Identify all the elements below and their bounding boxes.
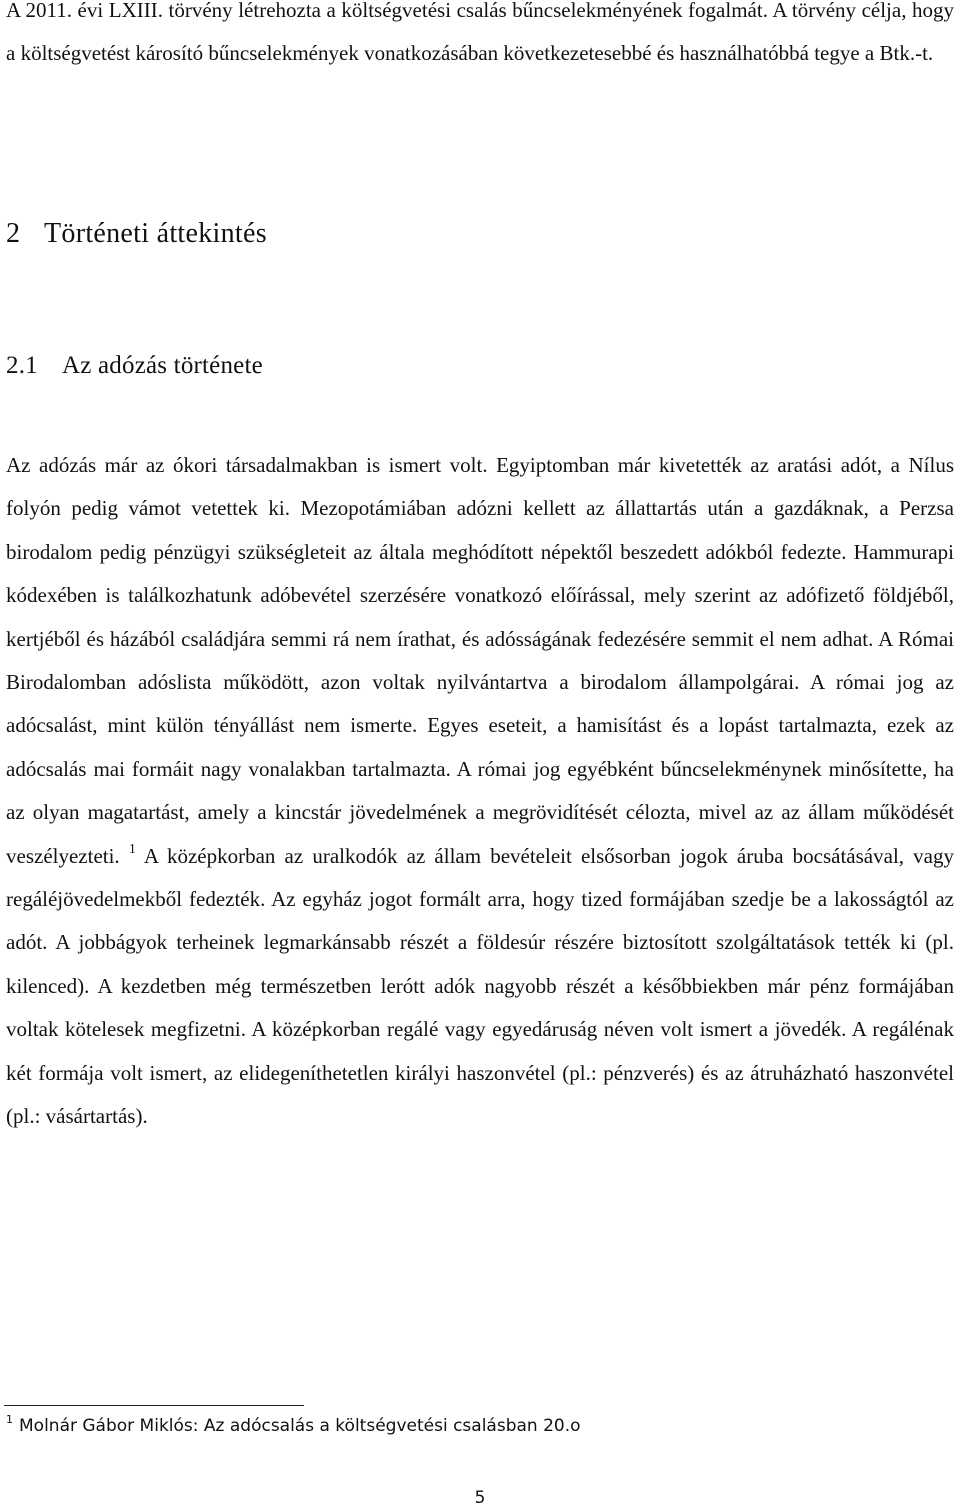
footnote-marker: 1 xyxy=(6,1413,13,1426)
footnote-reference[interactable]: 1 xyxy=(128,841,136,857)
intro-paragraph: A 2011. évi LXIII. törvény létrehozta a költségvetési csalás bűncselekményének fogalmát. A törvény célja, hogy a költségvetést károsító bűncselekmények vonatkozásában következetesebbé és használhatóbbá tegye a Btk.-t. xyxy=(6,0,954,66)
body-paragraph xyxy=(6,444,954,1139)
footnote-divider xyxy=(4,1405,304,1406)
subsection-heading xyxy=(6,352,263,380)
footnote xyxy=(6,1413,581,1436)
footnote-text: Molnár Gábor Miklós: Az adócsalás a költségvetési csalásban 20.o xyxy=(19,1416,581,1436)
section-heading xyxy=(6,218,267,250)
page-number: 5 xyxy=(474,1488,486,1508)
subsection-title: Az adózás története xyxy=(62,352,263,379)
section-title: Történeti áttekintés xyxy=(44,218,267,249)
section-number: 2 xyxy=(6,218,21,249)
body-text-after-note: A középkorban az uralkodók az állam bevételeit elsősorban jogok áruba bocsátásával, vagy regáléjövedelmekből fedezték. Az egyház jogot formált arra, hogy tized formájában szedje be a lakosságtól az adót. A jobbágyok terheinek legmarkánsabb részét a földesúr részére biztosított szolgáltatások tették ki (pl. kilenced). A kezdetben még természetben lerótt adók nagyobb részét a későbbiekben már pénz formájában voltak kötelesek megfizetni. A középkorban regálé vagy egyedáruság néven volt ismert a jövedék. A regálénak két formája volt ismert, az elidegeníthetetlen királyi haszonvétel (pl.: pénzverés) és az átruházható haszonvétel (pl.: vásártartás). xyxy=(6,843,954,1129)
body-text-before-note: Az adózás már az ókori társadalmakban is ismert volt. Egyiptomban már kivetették az aratási adót, a Nílus folyón pedig vámot vetettek ki. Mezopotámiában adózni kellett az állattartás után a gazdáknak, a Perzsa birodalom pedig pénzügyi szükségleteit az általa meghódított népektől beszedett adókból fedezte. Hammurapi kódexében is találkozhatunk adóbevétel szerzésére vonatkozó előírással, mely szerint az adófizető földjéből, kertjéből és házából családjára semmi rá nem írathat, és adósságának fedezésére semmit el nem adhat. A Római Birodalomban adóslista működött, azon voltak nyilvántartva a birodalom állampolgárai. A római jog az adócsalást, mint külön tényállást nem ismerte. Egyes eseteit, a hamisítást és a lopást tartalmazta, ezek az adócsalás mai formáit nagy vonalakban tartalmazta. A római jog egyébként bűncselekménynek minősítette, ha az olyan magatartást, amely a kincstár jövedelmének a megrövidítését célozta, mivel az az állam működését veszélyezteti. xyxy=(6,453,954,868)
subsection-number: 2.1 xyxy=(6,352,38,379)
